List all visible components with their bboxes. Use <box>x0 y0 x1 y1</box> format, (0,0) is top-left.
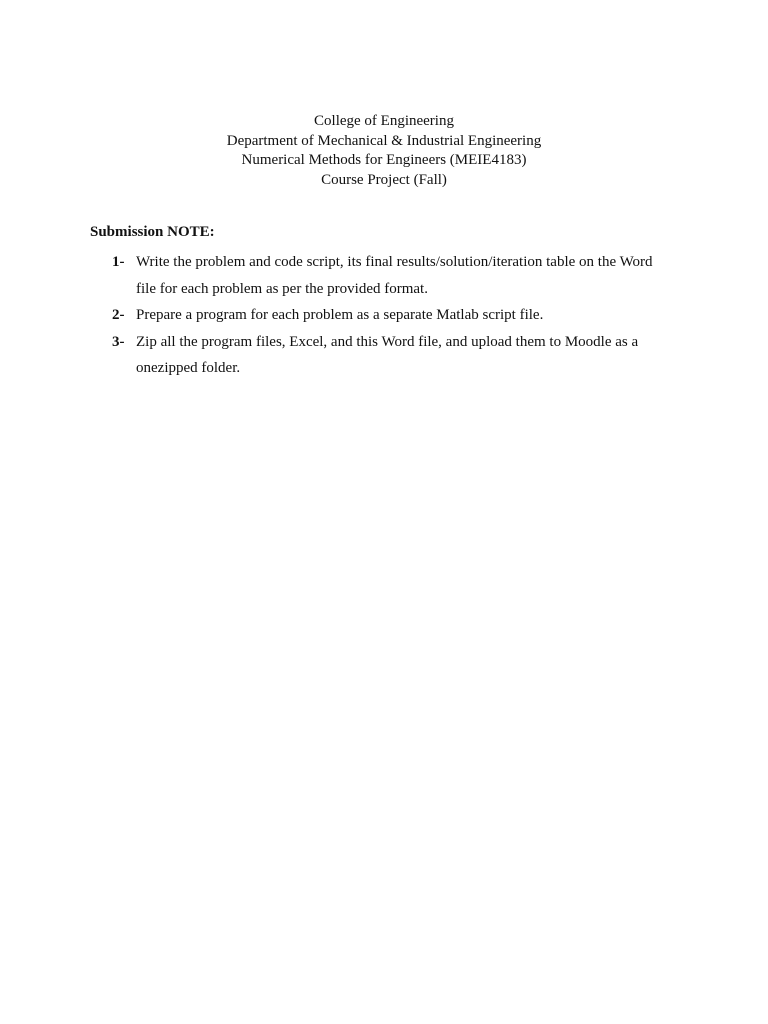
list-item-number: 2- <box>112 307 125 323</box>
submission-note-heading: Submission NOTE: <box>90 224 215 240</box>
list-item-text: Prepare a program for each problem as a separate Matlab script file. <box>136 307 544 323</box>
list-item-text: Zip all the program files, Excel, and this Word file, and upload them to Moodle as a onezipped folder. <box>136 333 639 376</box>
list-item-number: 3- <box>112 333 125 350</box>
department-name: Department of Mechanical & Industrial Engineering <box>226 132 542 149</box>
list-item <box>112 329 672 382</box>
list-item <box>112 302 672 329</box>
course-title: Numerical Methods for Engineers (MEIE4183) <box>241 152 527 168</box>
list-item-text: Write the problem and code script, its final results/solution/iteration table on the Word file for each problem as per the provided format. <box>136 254 653 297</box>
college-name: College of Engineering <box>314 113 454 129</box>
list-item <box>112 249 672 302</box>
project-title: Course Project (Fall) <box>321 171 447 188</box>
document-header <box>0 112 768 190</box>
list-item-number: 1- <box>112 254 125 270</box>
submission-note-list <box>112 249 672 382</box>
